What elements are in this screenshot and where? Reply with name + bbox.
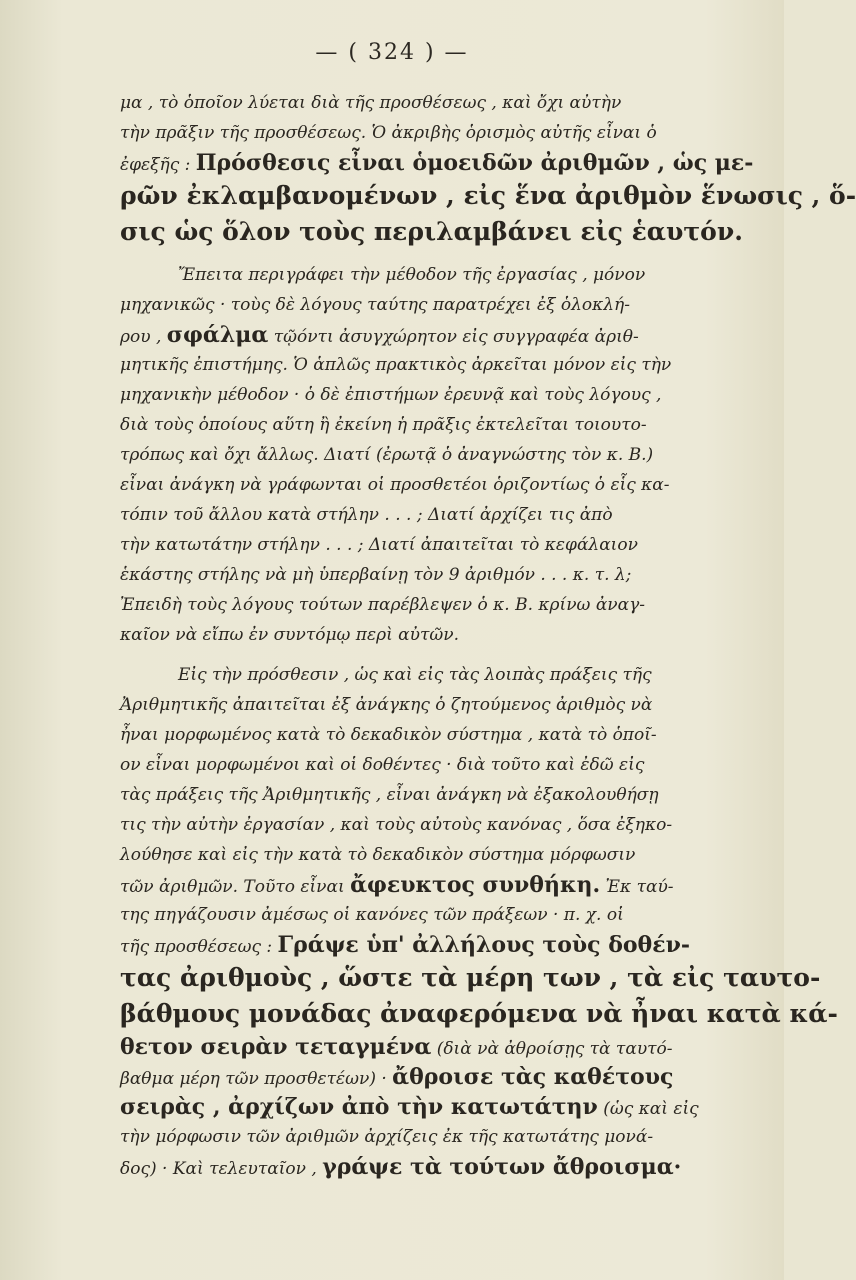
text-span: ρῶν ἐκλαμβανομένων , εἰς ἕνα ἀριθμὸν ἕνωσις , ὅ-	[120, 181, 856, 210]
text-span: τῆς προσθέσεως :	[120, 937, 273, 957]
text-line	[120, 440, 772, 470]
text-span: σφάλμα	[166, 322, 269, 348]
text-span: ἐφεξῆς :	[120, 155, 191, 175]
text-line	[120, 500, 772, 530]
text-line	[120, 410, 772, 440]
text-line	[120, 996, 838, 1032]
text-span: (ὡς καὶ εἰς	[603, 1099, 699, 1119]
text-span: μηχανικῶς · τοὺς δὲ λόγους ταύτης παρατρέχει ἐξ ὁλοκλή-	[120, 295, 630, 315]
text-line	[120, 1152, 772, 1182]
text-line	[120, 810, 772, 840]
text-span: τας ἀριθμοὺς , ὥστε τὰ μέρη των , τὰ εἰς ταυτο-	[120, 963, 821, 992]
text-line	[120, 900, 772, 930]
text-span: Πρόσθεσις εἶναι ὁμοειδῶν ἀριθμῶν , ὡς με-	[195, 150, 754, 176]
text-span: εἶναι ἀνάγκη νὰ γράφωνται οἱ προσθετέοι ὁριζοντίως ὁ εἷς κα-	[120, 475, 670, 495]
text-line	[120, 470, 772, 500]
paragraph-2	[120, 260, 772, 650]
text-span: Ἔπειτα περιγράφει τὴν μέθοδον τῆς ἐργασίας , μόνον	[178, 265, 646, 285]
text-span: τρόπως καὶ ὄχι ἄλλως. Διατί (ἐρωτᾷ ὁ ἀναγνώστης τὸν κ. Β.)	[120, 445, 654, 465]
text-span: τὰς πράξεις τῆς Ἀριθμητικῆς , εἶναι ἀνάγκη νὰ ἐξακολουθήσῃ	[120, 785, 659, 805]
text-line	[120, 290, 772, 320]
text-span: ἄθροισε τὰς καθέτους	[392, 1064, 674, 1090]
text-line	[120, 530, 772, 560]
text-span: Ἐπειδὴ τοὺς λόγους τούτων παρέβλεψεν ὁ κ. Β. κρίνω ἀναγ-	[120, 595, 646, 615]
text-span: λούθησε καὶ εἰς τὴν κατὰ τὸ δεκαδικὸν σύστημα μόρφωσιν	[120, 845, 636, 865]
text-line	[120, 1062, 772, 1092]
text-span: Ἐκ ταύ-	[605, 877, 674, 897]
text-line	[120, 1092, 772, 1122]
text-line	[120, 214, 772, 250]
text-span: ἦναι μορφωμένος κατὰ τὸ δεκαδικὸν σύστημα , κατὰ τὸ ὁποῖ-	[120, 725, 657, 745]
text-span: ον εἶναι μορφωμένοι καὶ οἱ δοθέντες · διὰ τοῦτο καὶ ἐδῶ εἰς	[120, 755, 645, 775]
text-span: τὴν μόρφωσιν τῶν ἀριθμῶν ἀρχίζεις ἐκ τῆς κατωτάτης μονά-	[120, 1127, 654, 1147]
text-line	[120, 960, 821, 996]
text-span: βάθμους μονάδας ἀναφερόμενα νὰ ἦναι κατὰ κά-	[120, 999, 838, 1028]
paragraph-3	[120, 660, 838, 1182]
text-line	[120, 930, 772, 960]
text-span: ἄφευκτος συνθήκη.	[350, 872, 601, 898]
text-span: τόπιν τοῦ ἄλλου κατὰ στήλην . . . ; Διατί ἀρχίζει τις ἀπὸ	[120, 505, 613, 525]
text-line	[120, 840, 772, 870]
text-line	[120, 720, 772, 750]
text-span: μηχανικὴν μέθοδον · ὁ δὲ ἐπιστήμων ἐρευνᾷ καὶ τοὺς λόγους ,	[120, 385, 662, 405]
paragraph-1	[120, 88, 856, 250]
text-line	[120, 118, 772, 148]
text-span: καῖον νὰ εἴπω ἐν συντόμῳ περὶ αὐτῶν.	[120, 625, 459, 645]
text-line	[120, 660, 772, 690]
text-span: τὴν πρᾶξιν τῆς προσθέσεως. Ὁ ἀκριβὴς ὁρισμὸς αὐτῆς εἶναι ὁ	[120, 123, 657, 143]
text-span: Γράψε ὑπ' ἀλλήλους τοὺς δοθέν-	[277, 932, 690, 958]
text-line	[120, 750, 772, 780]
text-span: γράψε τὰ τούτων ἄθροισμα·	[322, 1154, 682, 1180]
text-span: ἑκάστης στήλης νὰ μὴ ὑπερβαίνῃ τὸν 9 ἀριθμόν . . . κ. τ. λ;	[120, 565, 632, 585]
text-line	[120, 870, 772, 900]
text-span: ρου ,	[120, 327, 162, 347]
text-span: βαθμα μέρη τῶν προσθετέων) ·	[120, 1069, 387, 1089]
text-line	[120, 380, 772, 410]
text-line	[120, 690, 772, 720]
body-text	[120, 88, 856, 1182]
text-span: τῷόντι ἀσυγχώρητον εἰς συγγραφέα ἀριθ-	[273, 327, 639, 347]
text-span: τῶν ἀριθμῶν. Τοῦτο εἶναι	[120, 877, 345, 897]
text-span: δος) · Καὶ τελευταῖον ,	[120, 1159, 317, 1179]
text-line	[120, 780, 772, 810]
text-line	[120, 178, 856, 214]
text-line	[120, 620, 772, 650]
text-line	[120, 88, 772, 118]
text-line	[120, 320, 772, 350]
text-span: διὰ τοὺς ὁποίους αὕτη ἢ ἐκείνη ἡ πρᾶξις ἐκτελεῖται τοιουτο-	[120, 415, 647, 435]
page-number: — ( 324 ) —	[315, 40, 469, 65]
text-span: (διὰ νὰ ἀθροίσῃς τὰ ταυτό-	[436, 1039, 673, 1059]
text-span: μητικῆς ἐπιστήμης. Ὁ ἁπλῶς πρακτικὸς ἀρκεῖται μόνον εἰς τὴν	[120, 355, 672, 375]
text-line	[120, 560, 772, 590]
text-span: θετον σειρὰν τεταγμένα	[120, 1034, 432, 1060]
text-span: σις ὡς ὅλον τοὺς περιλαμβάνει εἰς ἑαυτόν.	[120, 217, 743, 246]
text-line	[120, 148, 772, 178]
text-line	[120, 1122, 772, 1152]
text-span: Ἀριθμητικῆς ἀπαιτεῖται ἐξ ἀνάγκης ὁ ζητούμενος ἀριθμὸς νὰ	[120, 695, 653, 715]
text-span: τὴν κατωτάτην στήλην . . . ; Διατί ἀπαιτεῖται τὸ κεφάλαιον	[120, 535, 638, 555]
text-span: Εἰς τὴν πρόσθεσιν , ὡς καὶ εἰς τὰς λοιπὰς πράξεις τῆς	[178, 665, 652, 685]
text-line	[120, 590, 772, 620]
text-span: σειρὰς , ἀρχίζων ἀπὸ τὴν κατωτάτην	[120, 1094, 598, 1120]
text-line	[120, 260, 772, 290]
text-span: τις τὴν αὐτὴν ἐργασίαν , καὶ τοὺς αὐτοὺς κανόνας , ὅσα ἐξηκο-	[120, 815, 673, 835]
text-line	[120, 1032, 772, 1062]
text-span: μα , τὸ ὁποῖον λύεται διὰ τῆς προσθέσεως , καὶ ὄχι αὐτὴν	[120, 93, 622, 113]
text-line	[120, 350, 772, 380]
text-span: της πηγάζουσιν ἀμέσως οἱ κανόνες τῶν πράξεων · π. χ. οἱ	[120, 905, 624, 925]
